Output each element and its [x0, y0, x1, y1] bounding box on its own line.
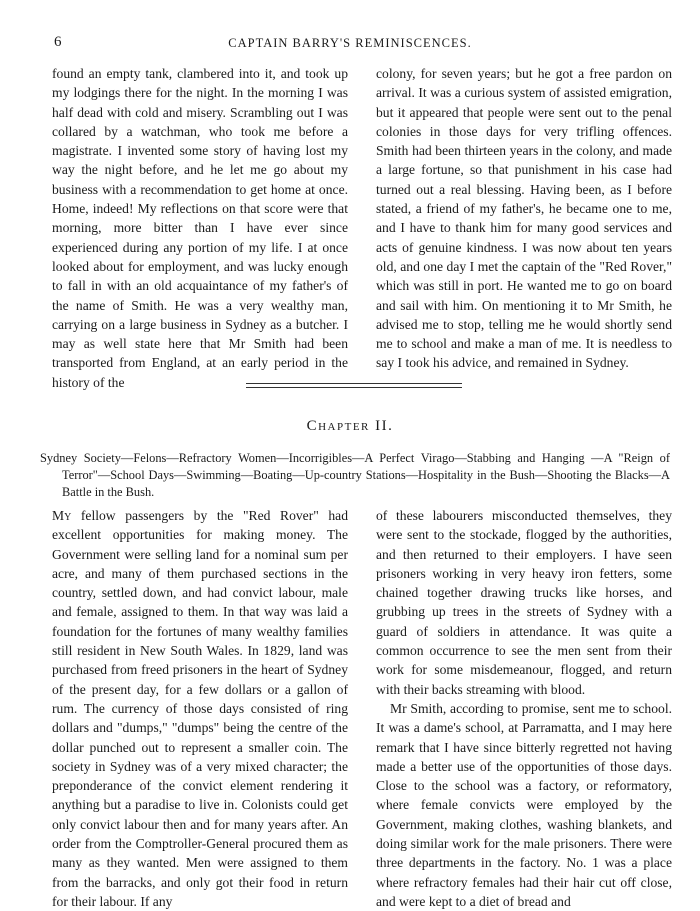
bottom-left-column — [52, 506, 348, 909]
top-left-column — [52, 64, 348, 390]
bottom-columns — [52, 506, 672, 909]
top-right-column — [376, 64, 672, 371]
page-number: 6 — [54, 34, 62, 50]
page-header — [30, 34, 670, 54]
running-head: CAPTAIN BARRY'S REMINISCENCES. — [228, 36, 472, 50]
opening-text: fellow passengers by the "Red Rover" had excellent opportunities for making money. The Government were selling land for a nominal sum per acre, and many of them purchased sections in the country, settled down, and had convict labour, male and female, assigned to them. In that way was laid a foundation for the fortunes of many wealthy families still resident in New South Wales. In 1829, land was purchased from freed prisoners in the heart of Sydney of the present day, for a few dollars or a gallon of rum. The currency of those days consisted of ring dollars and "dumps," "dumps" being the centre of the dollar punched out to represent a smaller coin. The society in Sydney was of a very mixed character; the preponderance of the convict element rendering it anything but a paradise to live in. Colonists could get only convict labour then and for many years after. An order from the Comptroller-General procured them as many as they wanted. Men were assigned to them from the barracks, and only got their food in return for their labour. If any — [52, 508, 348, 909]
opening-word: My — [52, 508, 72, 523]
top-right-paragraph: colony, for seven years; but he got a free pardon on arrival. It was a curious system of assisted emigration, but it appeared that people were sent out to the penal colonies in those days for very trifling offences. Smith had been thirteen years in the colony, and made a large fortune, so that punishment in his case had turned out a real blessing. Having been, as I before stated, a friend of my father's, he became one to me, and I have to thank him for many good services and acts of genuine kindness. I was now about ten years old, and one day I met the captain of the "Red Rover," which was still in port. He wanted me to go on board and sail with him. On mentioning it to Mr Smith, he advised me to stop, telling me he would shortly send me to school and make a man of me. It is needless to say I took his advice, and remained in Sydney. — [376, 66, 672, 371]
top-columns — [52, 64, 672, 390]
bottom-left-paragraph — [52, 506, 348, 911]
chapter-heading: Chapter II. — [306, 418, 394, 434]
bottom-right-paragraph-1: of these labourers misconducted themselves, they were sent to the stockade, flogged by the authorities, and then returned to their employers. I have seen prisoners working in very heavy iron fetters, some chained together drawing trucks like horses, and grubbing up trees in the streets of Sydney with a guard of soldiers in attendance. It was quite a common occurrence to see the men sent from their work for some misdemeanour, flogged, and return with their backs streaming with blood. — [376, 508, 672, 697]
bottom-right-column — [376, 506, 672, 909]
section-divider — [246, 383, 462, 388]
bottom-right-paragraph-2: Mr Smith, according to promise, sent me to school. It was a dame's school, at Parramatta, and I may here remark that I have since bitterly regretted not having made a better use of the opportunities of those days. Close to the school was a factory, or reformatory, where female convicts were employed by the Government, making clothes, washing blankets, and doing similar work for the male prisoners. There were three departments in the factory. No. 1 was a place where refractory females had their hair cut off close, and were kept to a diet of bread and — [376, 700, 672, 909]
top-left-paragraph: found an empty tank, clambered into it, and took up my lodgings there for the night. In the morning I was half dead with cold and misery. Scrambling out I was collared by a watchman, who took me before a magistrate. I invented some story of having lost my way the night before, and he let me go about my business with a recommendation to get home at once. Home, indeed! My reflections on that score were that morning, more bitter than I have ever since experienced during any portion of my life. I at once looked about for employment, and was lucky enough to fall in with an old acquaintance of my father's of the name of Smith. He was a very wealthy man, carrying on a large business in Sydney as a butcher. I may as well state here that Mr Smith had been transported from England, at an early period in the history of the — [52, 66, 348, 390]
chapter-synopsis: Sydney Society—Felons—Refractory Women—Incorrigibles—A Perfect Virago—Stabbing and Hanging —A "Reign of Terror"—School Days—Swimming—Boating—Up-country Stations—Hospitality in the Bush—Shooting the Blacks—A Battle in the Bush. — [40, 451, 670, 499]
